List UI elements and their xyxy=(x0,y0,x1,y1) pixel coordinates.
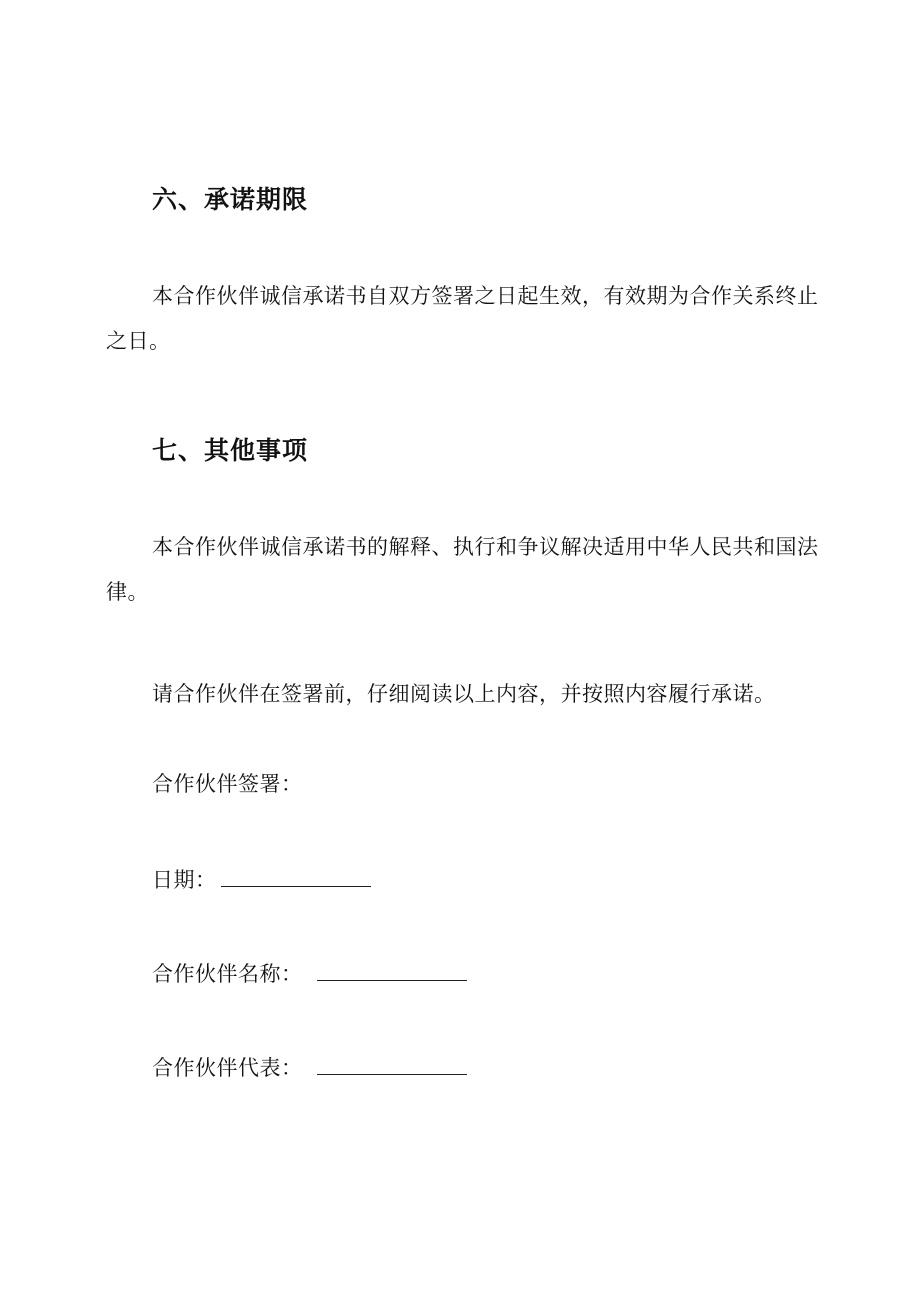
closing-note: 请合作伙伴在签署前，仔细阅读以上内容，并按照内容履行承诺。 xyxy=(152,682,776,706)
section-paragraph-7: 本合作伙伴诚信承诺书的解释、执行和争议解决适用中华人民共和国法律。 xyxy=(106,535,819,604)
date-blank xyxy=(221,864,371,887)
partner-name-line xyxy=(152,958,467,988)
partner-rep-label: 合作伙伴代表： xyxy=(152,1056,303,1080)
partner-name-label: 合作伙伴名称： xyxy=(152,962,303,986)
section-paragraph-6: 本合作伙伴诚信承诺书自双方签署之日起生效，有效期为合作关系终止之日。 xyxy=(106,284,819,353)
partner-rep-line xyxy=(152,1052,467,1082)
signature-label: 合作伙伴签署： xyxy=(152,772,303,796)
section-heading-6: 六、承诺期限 xyxy=(152,185,309,214)
section-heading-7: 七、其他事项 xyxy=(152,436,309,465)
partner-name-blank xyxy=(317,958,467,981)
partner-rep-blank xyxy=(317,1052,467,1075)
date-label: 日期： xyxy=(152,868,217,892)
date-line xyxy=(152,864,371,894)
